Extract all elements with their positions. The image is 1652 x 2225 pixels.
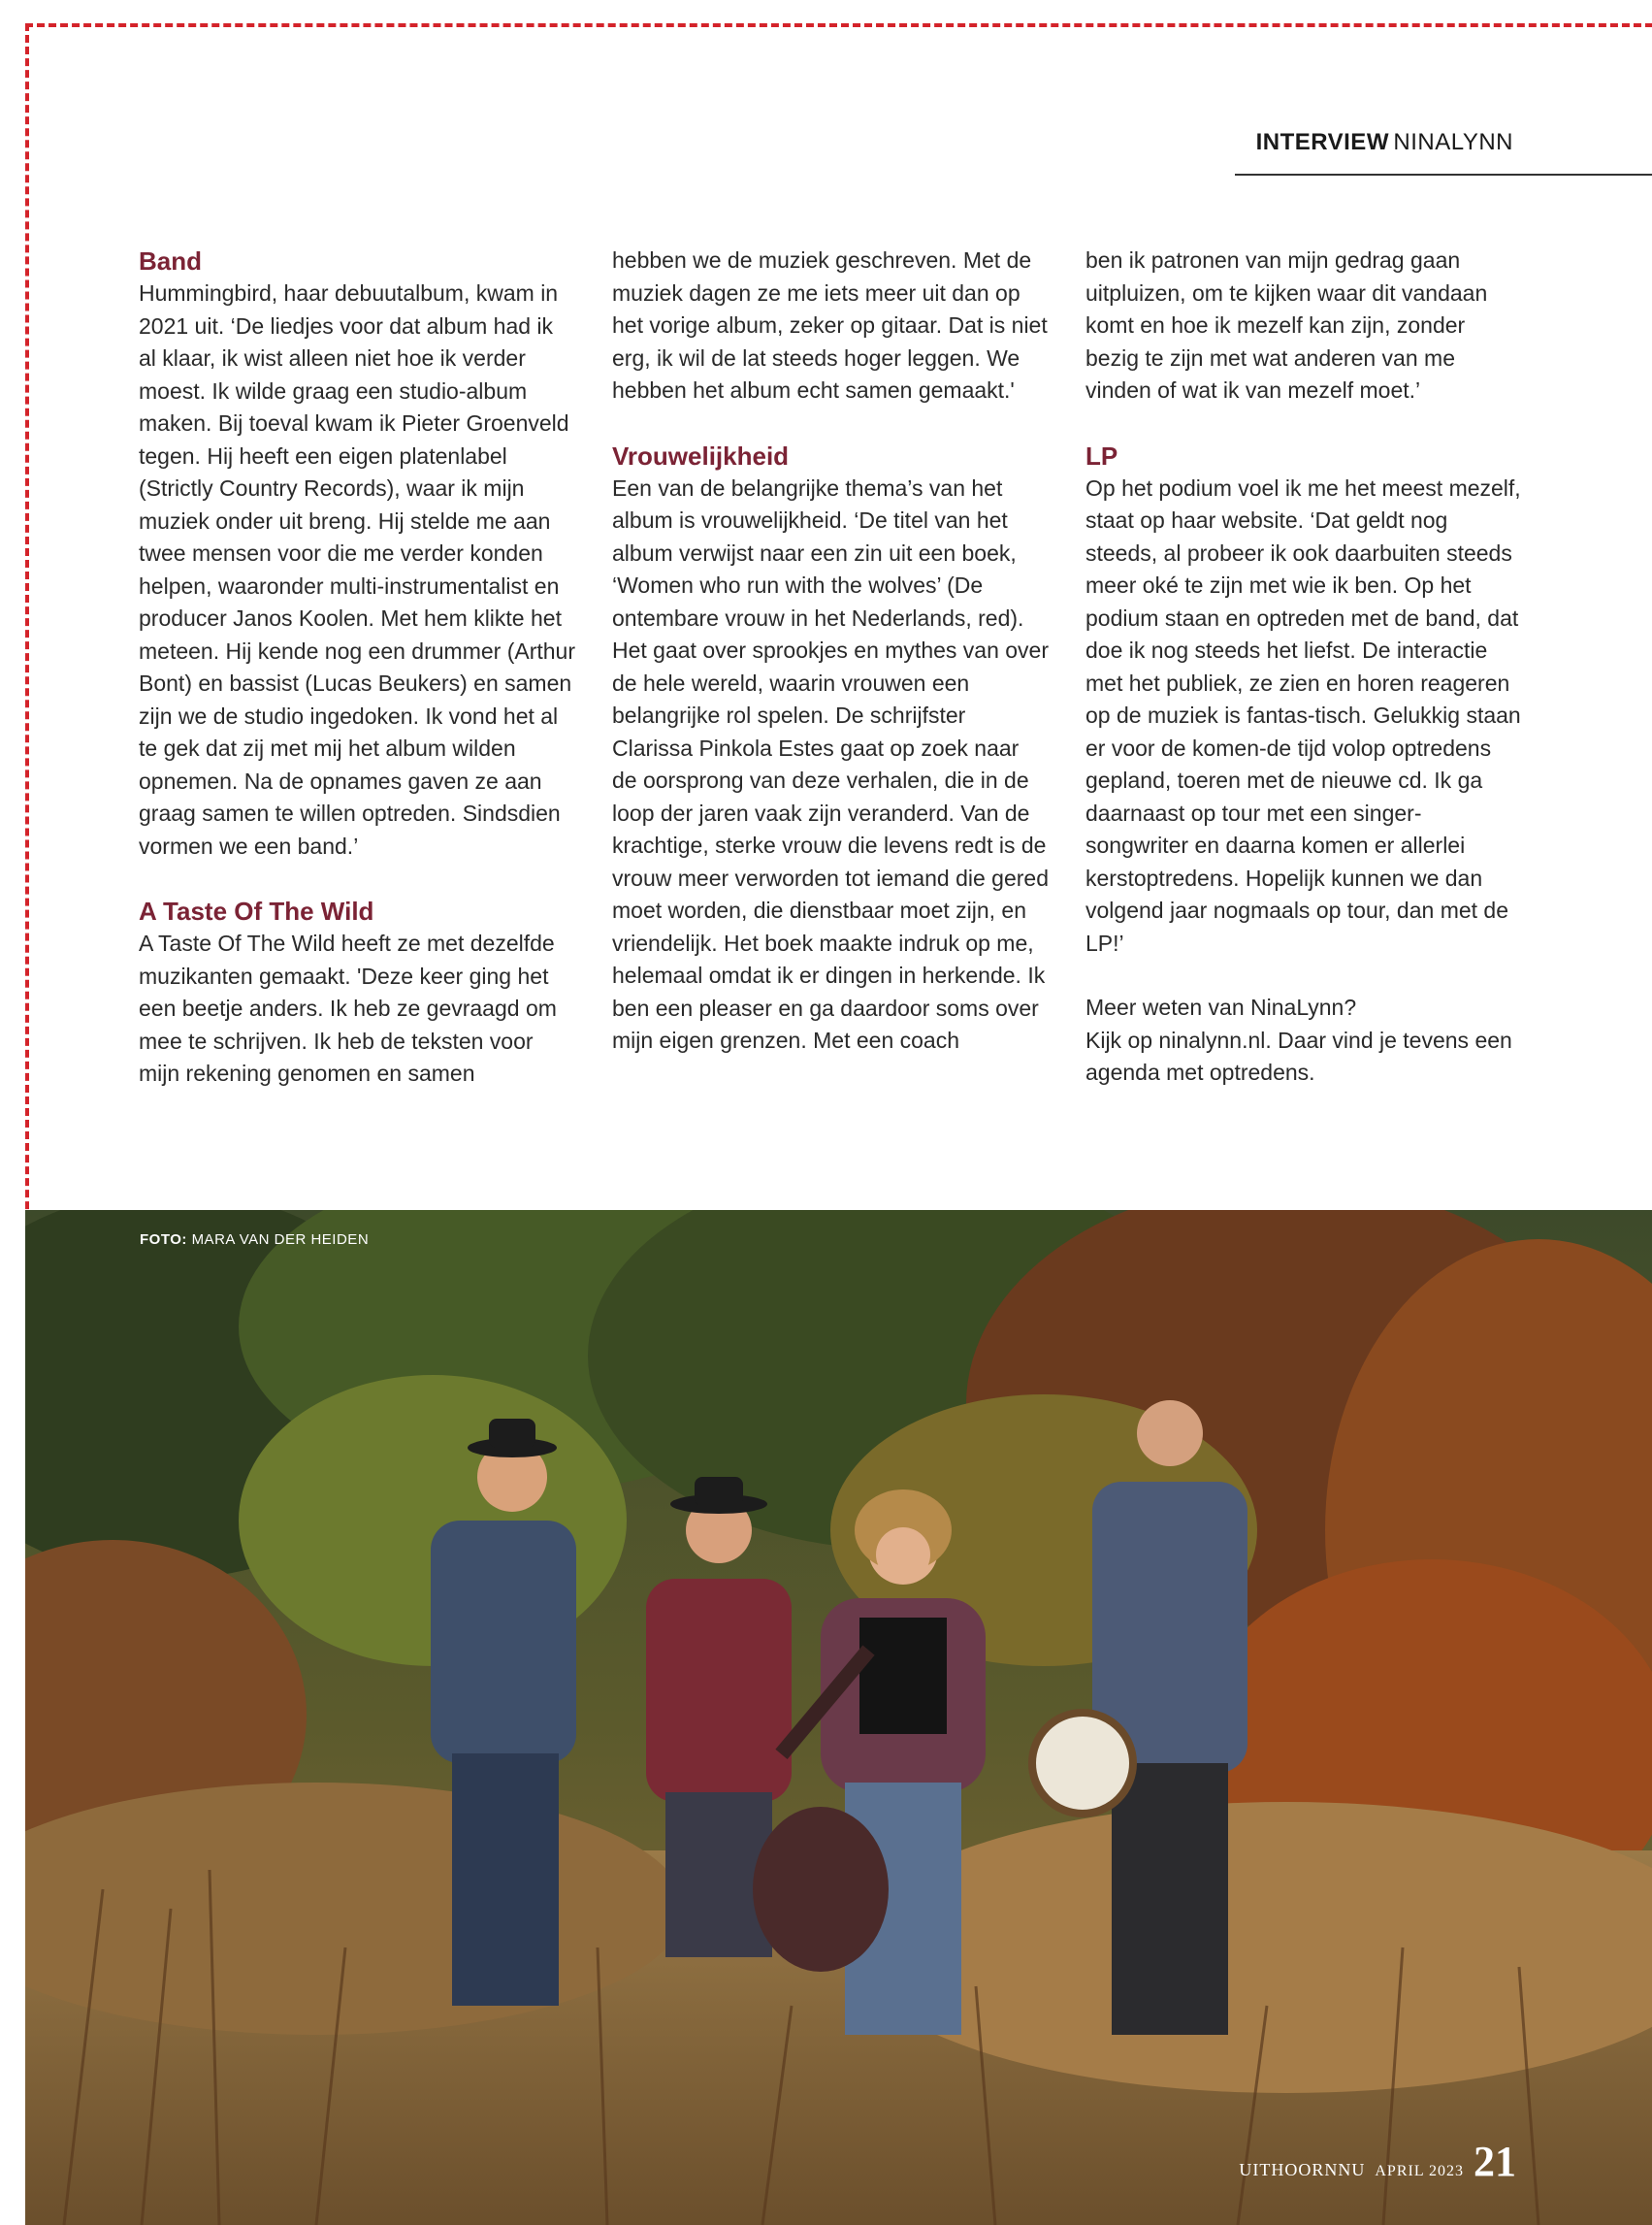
header-name: NINALYNN <box>1393 129 1513 155</box>
paragraph-continued: ben ik patronen van mijn gedrag gaan uitpluizen, om te kijken waar dit vandaan komt en hoe ik mezelf kan zijn, zonder bezig te zijn met wat anderen van me vinden of wat ik van mezelf moet.’ <box>1085 247 1488 403</box>
paragraph-taste: A Taste Of The Wild heeft ze met dezelfde muzikanten gemaakt. 'Deze keer ging het een beetje anders. Ik heb ze gevraagd om mee te schrijven. Ik heb de teksten voor mijn rekening genomen en samen <box>139 931 557 1086</box>
column-2 <box>612 245 1049 1058</box>
photo-credit <box>140 1231 369 1248</box>
paragraph-continued: hebben we de muziek geschreven. Met de muziek dagen ze me iets meer uit dan op het vorige album, zeker op gitaar. Dat is niet erg, ik wil de lat steeds hoger leggen. We hebben het album echt samen gemaakt.' <box>612 247 1048 403</box>
paragraph-lp: Op het podium voel ik me het meest mezelf, staat op haar website. ‘Dat geldt nog steeds, al probeer ik ook daarbuiten steeds meer oké te zijn met wie ik ben. Op het podium staan en optreden met de band, dat doe ik nog steeds het liefst. De interactie met het publiek, ze zien en horen reageren op de muziek is fantas-tisch. Gelukkig staan er voor de komen-de tijd volop optredens gepland, toeren met de nieuwe cd. Ik ga daarnaast op tour met een singer-songwriter en daarna komen er allerlei kerstoptredens. Hopelijk kunnen we dan volgend jaar nogmaals op tour, dan met de LP!’ <box>1085 474 1521 956</box>
heading-lp: LP <box>1085 441 1118 471</box>
column-1 <box>139 245 575 1091</box>
paragraph-vrouwelijkheid: Een van de belangrijke thema’s van het album is vrouwelijkheid. ‘De titel van het album verwijst naar een zin uit een boek, ‘Women who run with the wolves’ (De ontembare vrouw in het Nederlands, red). Het gaat over sprookjes en mythes van over de hele wereld, waarin vrouwen een belangrijke rol spelen. De schrijfster Clarissa Pinkola Estes gaat op zoek naar de oorsprong van deze verhalen, die in de loop der jaren vaak zijn veranderd. Van de krachtige, sterke vrouw die levens redt is de vrouw meer verworden tot iemand die gered moet worden, die dienstbaar moet zijn, en vriendelijk. Het boek maakte indruk op me, helemaal omdat ik er dingen in herkende. Ik ben een pleaser en ga daardoor soms over mijn eigen grenzen. Met een coach <box>612 474 1050 1053</box>
paragraph-band: Hummingbird, haar debuutalbum, kwam in 2021 uit. ‘De liedjes voor dat album had ik al klaar, ik wist alleen niet hoe ik verder moest. Ik wilde graag een studio-album maken. Bij toeval kwam ik Pieter Groenveld tegen. Hij heeft een eigen platenlabel (Strictly Country Records), waar ik mijn muziek onder uit breng. Hij stelde me aan twee mensen voor die me verder konden helpen, waaronder multi-instrumentalist en producer Janos Koolen. Met hem klikte het meteen. Hij kende nog een drummer (Arthur Bont) en bassist (Lucas Beukers) en samen zijn we de studio ingedoken. Ik vond het al te gek dat zij met mij het album wilden opnemen. Na de opnames gaven ze aan graag samen te willen optreden. Sindsdien vormen we een band.’ <box>139 280 575 859</box>
heading-band: Band <box>139 246 202 276</box>
page-header <box>1235 129 1652 176</box>
column-3 <box>1085 245 1522 1090</box>
issue-date: APRIL 2023 <box>1375 2163 1464 2179</box>
magazine-logo: UITHOORNNU <box>1239 2160 1366 2179</box>
page-number: 21 <box>1474 2138 1516 2185</box>
page-footer <box>1239 2137 1516 2186</box>
header-section: INTERVIEW <box>1255 129 1389 155</box>
more-info-line-1: Meer weten van NinaLynn? <box>1085 995 1357 1020</box>
photo-credit-name: MARA VAN DER HEIDEN <box>191 1231 370 1248</box>
more-info-line-2: Kijk op ninalynn.nl. Daar vind je tevens een agenda met optredens. <box>1085 1027 1512 1085</box>
photo-credit-label: FOTO: <box>140 1231 187 1248</box>
heading-taste: A Taste Of The Wild <box>139 897 374 926</box>
band-photo-illustration <box>25 1210 1652 2225</box>
heading-vrouwelijkheid: Vrouwelijkheid <box>612 441 790 471</box>
band-photo <box>25 1210 1652 2225</box>
